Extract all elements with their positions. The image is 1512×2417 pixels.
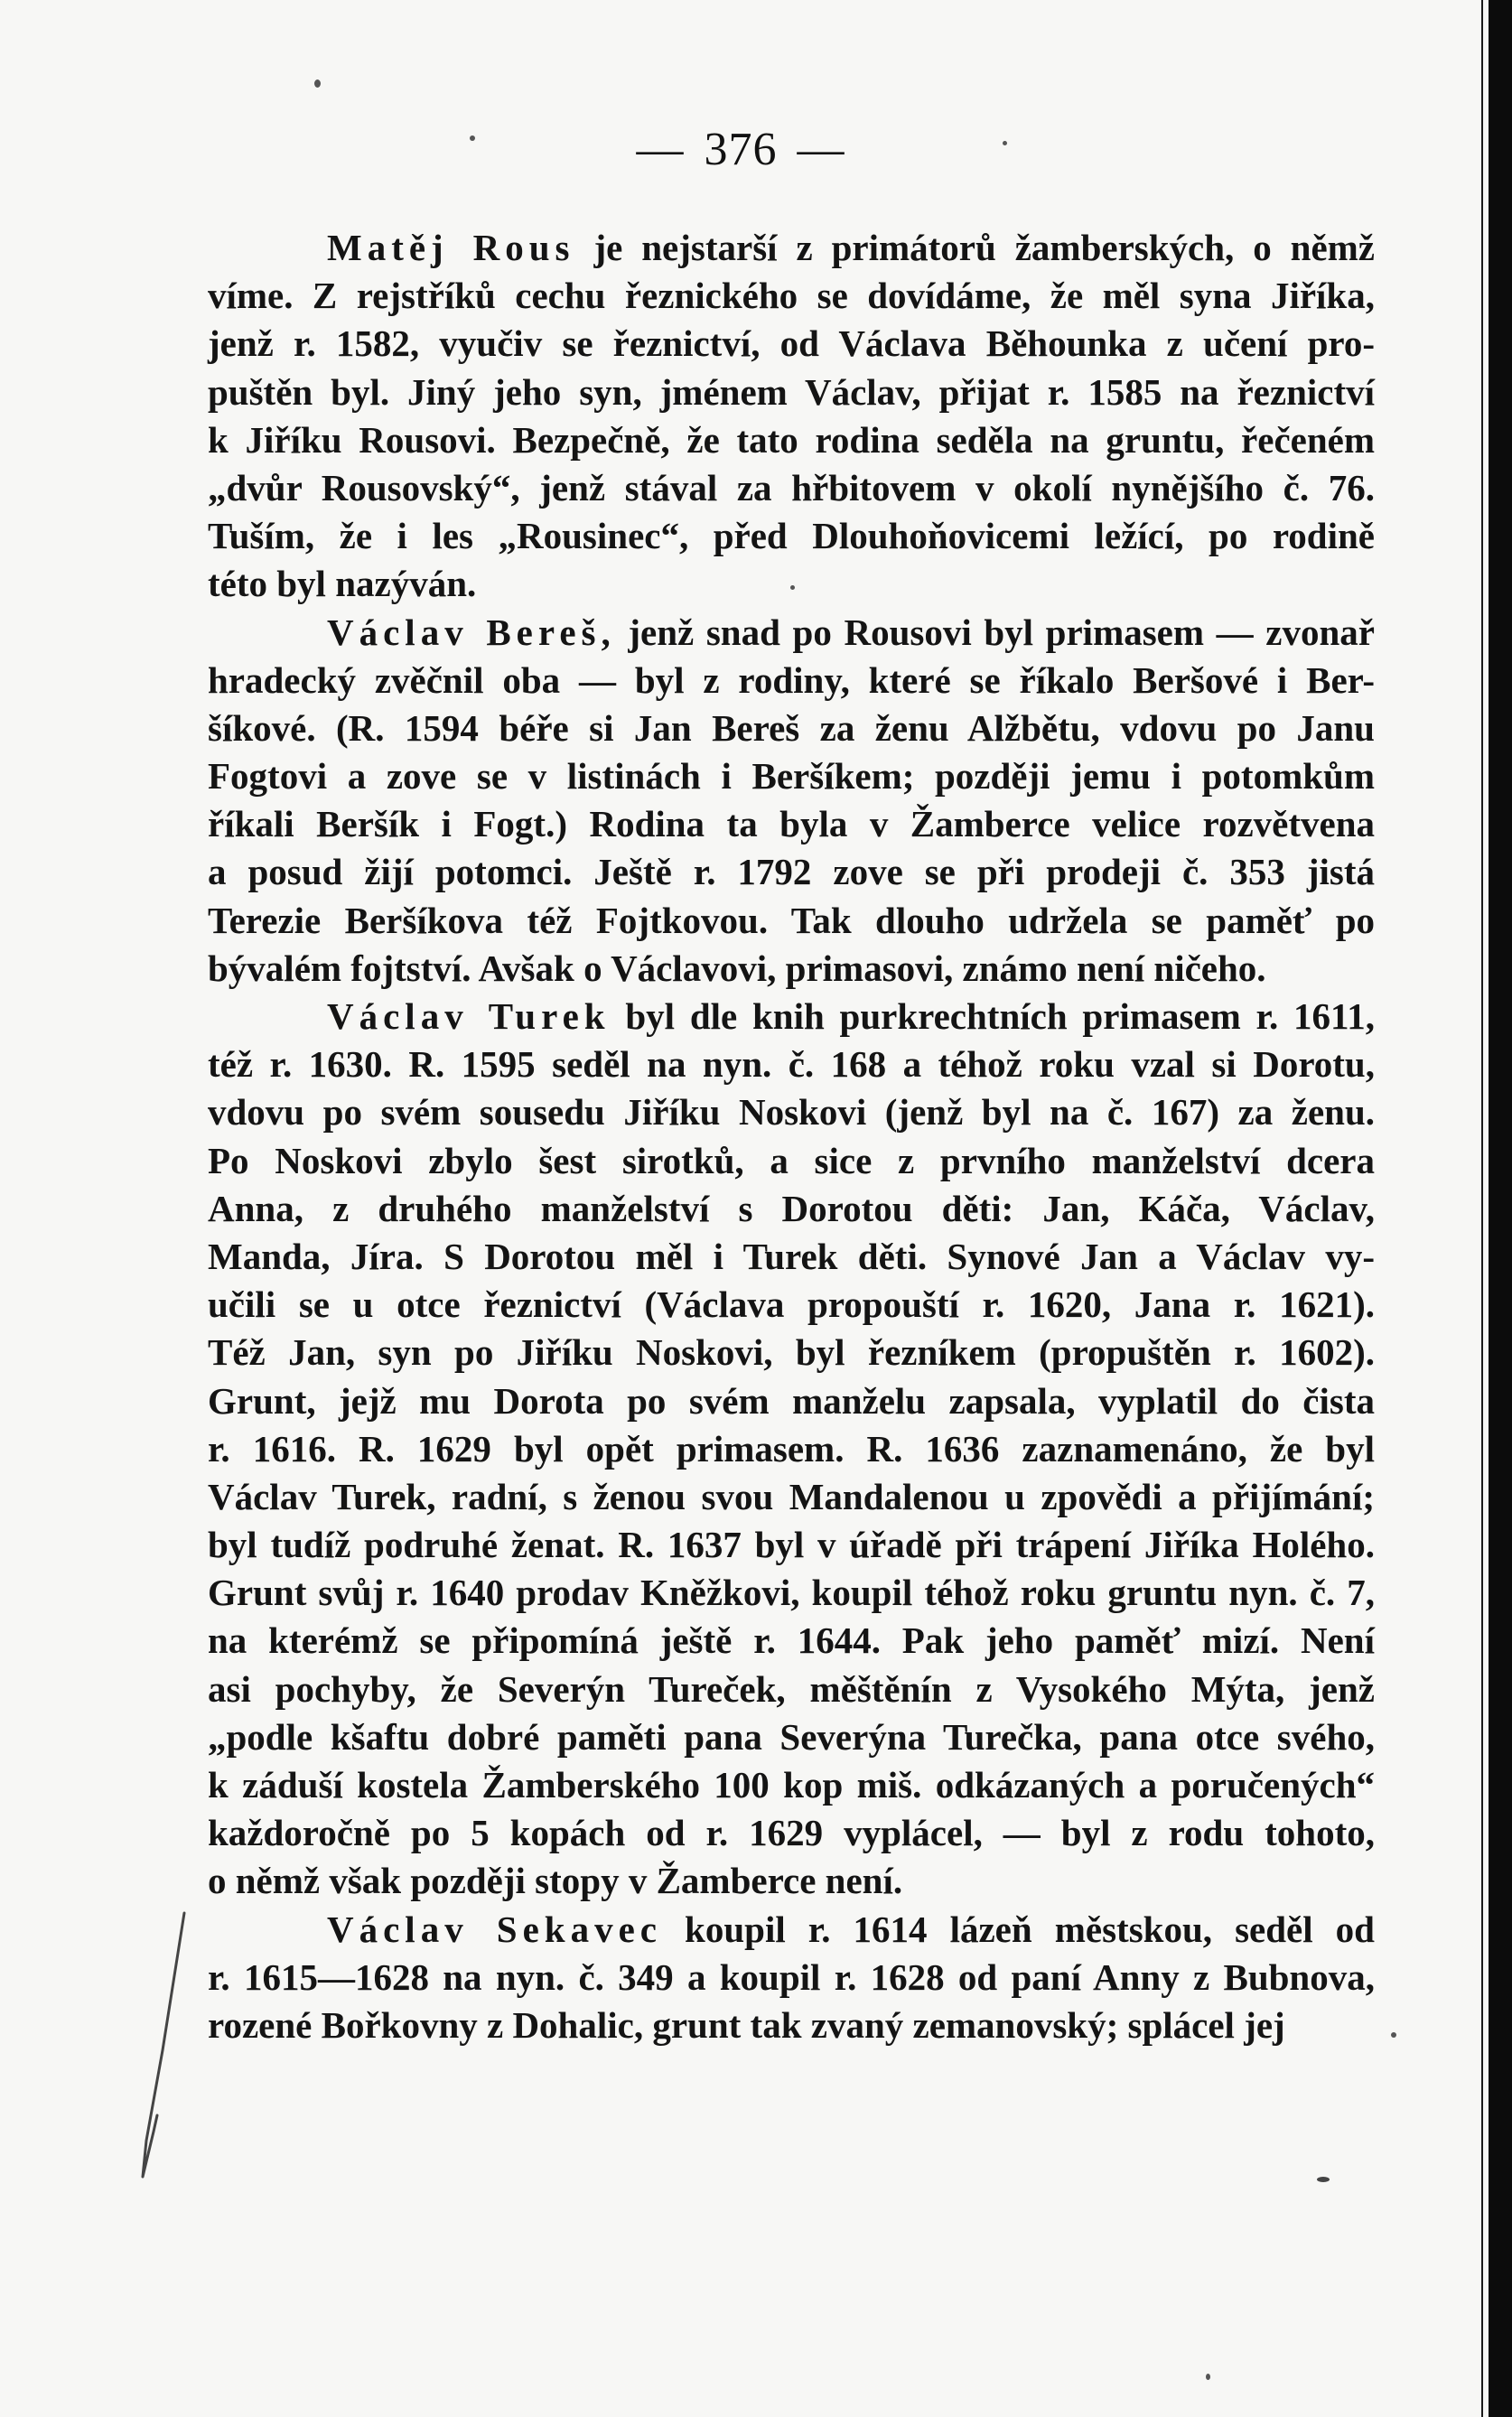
line-text: k Jiříku Rousovi. Bezpečně, že tato rodina seděla na gruntu, řečeném <box>208 418 1375 461</box>
line-text: Anna, z druhého manželství s Dorotou děti: Jan, Káča, Václav, <box>208 1187 1375 1229</box>
line-text: této byl nazýván. <box>208 563 477 605</box>
text-line <box>208 1954 1375 2002</box>
line-text: r. 1615—1628 na nyn. č. 349 a koupil r. 1628 od paní Anny z Bubnova, <box>208 1955 1375 1998</box>
text-line <box>208 1906 1375 1954</box>
line-text: Grunt svůj r. 1640 prodav Kněžkovi, koupil téhož roku gruntu nyn. č. 7, <box>208 1572 1375 1614</box>
spaced-name: Václav Bereš, <box>327 611 616 653</box>
text-line <box>208 1377 1375 1425</box>
ink-speck <box>1206 2374 1210 2380</box>
line-text: šíkové. (R. 1594 béře si Jan Bereš za ženu Alžbětu, vdovu po Janu <box>208 706 1375 749</box>
page-header <box>0 123 1481 176</box>
spaced-name: Václav Sekavec <box>327 1908 662 1950</box>
text-line <box>208 1473 1375 1521</box>
line-text: asi pochyby, že Severýn Tureček, měštěnín z Vysokého Mýta, jenž <box>208 1667 1375 1710</box>
text-line <box>208 1713 1375 1761</box>
paragraph <box>208 993 1375 1906</box>
ink-speck <box>1391 2032 1396 2038</box>
line-text: je nejstarší z primátorů žamberských, o němž <box>574 227 1375 268</box>
text-line <box>208 320 1375 368</box>
text-line <box>208 1617 1375 1665</box>
text-line <box>208 609 1375 657</box>
text-line <box>208 272 1375 320</box>
text-line <box>208 993 1375 1041</box>
paragraph <box>208 609 1375 994</box>
text-line <box>208 752 1375 800</box>
line-text: víme. Z rejstříků cechu řeznického se dovídáme, že měl syna Jiříka, <box>208 275 1375 317</box>
text-line <box>208 1857 1375 1905</box>
line-text: jenž snad po Rousovi byl primasem — zvonař <box>615 611 1375 653</box>
line-text: též r. 1630. R. 1595 seděl na nyn. č. 168 a téhož roku vzal si Dorotu, <box>208 1043 1375 1086</box>
text-line <box>208 369 1375 416</box>
text-line <box>208 1185 1375 1233</box>
text-line <box>208 1233 1375 1281</box>
text-line <box>208 464 1375 512</box>
line-text: Terezie Beršíkova též Fojtkovou. Tak dlouho udržela se paměť po <box>208 899 1375 941</box>
text-line <box>208 224 1375 272</box>
line-text: „dvůr Rousovský“, jenž stával za hřbitovem v okolí nynějšího č. 76. <box>208 466 1375 509</box>
line-text: Manda, Jíra. S Dorotou měl i Turek děti. Synové Jan a Václav vy- <box>208 1235 1375 1277</box>
text-line <box>208 848 1375 896</box>
line-text: puštěn byl. Jiný jeho syn, jménem Václav, přijat r. 1585 na řeznictví <box>208 370 1375 413</box>
text-line <box>208 1329 1375 1376</box>
text-line <box>208 1281 1375 1329</box>
line-text: Po Noskovi zbylo šest sirotků, a sice z prvního manželství dcera <box>208 1139 1375 1181</box>
line-text: a posud žijí potomci. Ještě r. 1792 zove se při prodeji č. 353 jistá <box>208 851 1375 893</box>
line-text: byl dle knih purkrechtních primasem r. 1611, <box>610 995 1375 1037</box>
spaced-name: Václav Turek <box>327 995 611 1037</box>
text-line <box>208 1425 1375 1473</box>
body-text <box>208 224 1375 2049</box>
ink-speck <box>314 79 321 88</box>
header-dash-left: — <box>636 124 685 175</box>
line-text: Fogtovi a zove se v listinách i Beršíkem; později jemu i potomkům <box>208 755 1375 798</box>
line-text: o němž však později stopy v Žamberce není. <box>208 1860 903 1902</box>
text-line <box>208 1041 1375 1088</box>
line-text: Václav Turek, radní, s ženou svou Mandalenou u zpovědi a přijímání; <box>208 1475 1375 1517</box>
line-text: Grunt, jejž mu Dorota po svém manželu zapsala, vyplatil do čista <box>208 1379 1375 1422</box>
text-line <box>208 1666 1375 1713</box>
line-text: jenž r. 1582, vyučiv se řeznictví, od Václava Běhounka z učení pro- <box>208 322 1375 365</box>
text-line <box>208 512 1375 560</box>
text-line <box>208 560 1375 608</box>
text-line <box>208 1761 1375 1809</box>
text-line <box>208 1088 1375 1136</box>
spaced-name: Matěj Rous <box>327 227 575 268</box>
header-dash-right: — <box>797 124 845 175</box>
text-line <box>208 945 1375 993</box>
line-text: byl tudíž podruhé ženat. R. 1637 byl v úřadě při trápení Jiříka Holého. <box>208 1524 1375 1566</box>
line-text: učili se u otce řeznictví (Václava propouští r. 1620, Jana r. 1621). <box>208 1283 1375 1326</box>
paragraph <box>208 1906 1375 2050</box>
page-edge-shadow <box>1489 0 1512 2417</box>
text-line <box>208 416 1375 464</box>
text-line <box>208 1809 1375 1857</box>
ink-speck <box>1317 2177 1330 2182</box>
text-line <box>208 1137 1375 1185</box>
page-number: 376 <box>704 124 778 175</box>
text-line <box>208 657 1375 705</box>
line-text: Též Jan, syn po Jiříku Noskovi, byl řezníkem (propuštěn r. 1602). <box>208 1331 1375 1374</box>
line-text: bývalém fojtství. Avšak o Václavovi, primasovi, známo není ničeho. <box>208 947 1266 989</box>
text-line <box>208 705 1375 752</box>
line-text: říkali Beršík i Fogt.) Rodina ta byla v Žamberce velice rozvětvena <box>208 803 1375 845</box>
text-line <box>208 1569 1375 1617</box>
line-text: hradecký zvěčnil oba — byl z rodiny, které se říkalo Beršové i Ber- <box>208 658 1375 701</box>
line-text: k záduší kostela Žamberského 100 kop miš. odkázaných a poručených“ <box>208 1764 1375 1806</box>
text-line <box>208 2002 1375 2049</box>
line-text: rozené Bořkovny z Dohalic, grunt tak zvaný zemanovský; splácel jej <box>208 2003 1285 2046</box>
line-text: „podle kšaftu dobré paměti pana Severýna Turečka, pana otce svého, <box>208 1715 1375 1758</box>
text-line <box>208 1521 1375 1569</box>
pencil-margin-mark <box>126 1906 217 2195</box>
line-text: koupil r. 1614 lázeň městskou, seděl od <box>661 1908 1375 1950</box>
pencil-stroke <box>143 1913 184 2177</box>
line-text: každoročně po 5 kopách od r. 1629 vyplácel, — byl z rodu tohoto, <box>208 1812 1375 1854</box>
line-text: vdovu po svém sousedu Jiříku Noskovi (jenž byl na č. 167) za ženu. <box>208 1091 1375 1134</box>
line-text: na kterémž se připomíná ještě r. 1644. Pak jeho paměť mizí. Není <box>208 1619 1375 1662</box>
text-line <box>208 897 1375 945</box>
line-text: r. 1616. R. 1629 byl opět primasem. R. 1636 zaznamenáno, že byl <box>208 1427 1375 1470</box>
line-text: Tuším, že i les „Rousinec“, před Dlouhoňovicemi ležící, po rodině <box>208 515 1375 557</box>
paragraph <box>208 224 1375 609</box>
text-line <box>208 800 1375 848</box>
